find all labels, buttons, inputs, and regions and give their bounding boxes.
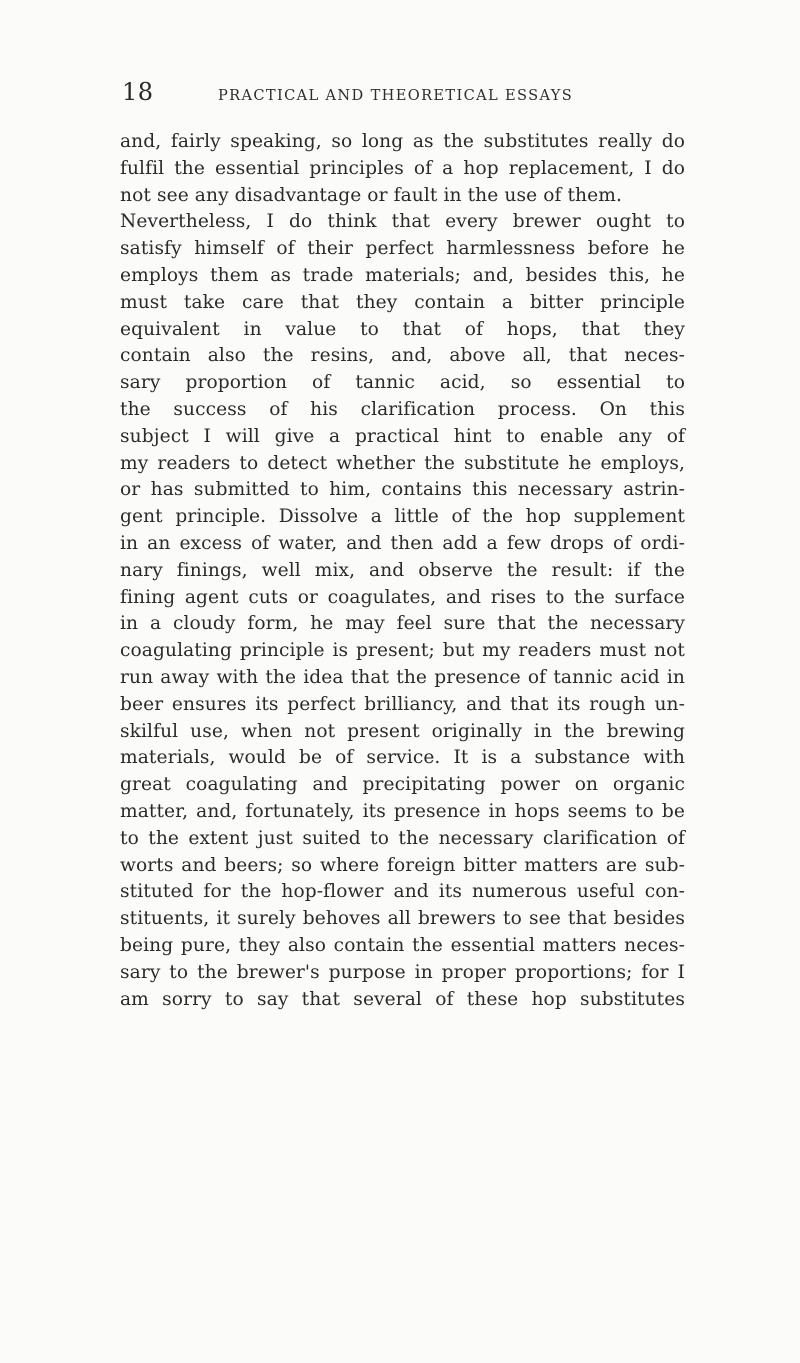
text-line: fining agent cuts or coagulates, and rises to the surface	[120, 586, 685, 608]
text-line: materials, would be of service. It is a substance with	[120, 747, 685, 769]
running-head	[0, 78, 800, 114]
body-text	[120, 129, 685, 1013]
text-line: not see any disadvantage or fault in the use of them.	[120, 184, 622, 206]
text-line: nary finings, well mix, and observe the result: if the	[120, 559, 685, 581]
text-line: great coagulating and precipitating power on organic	[120, 774, 685, 796]
text-line: worts and beers; so where foreign bitter matters are sub-	[120, 854, 685, 876]
text-line: am sorry to say that several of these hop substitutes	[120, 988, 685, 1010]
text-line: the success of his clarification process. On this	[120, 398, 685, 420]
text-line: sary proportion of tannic acid, so essential to	[120, 372, 685, 394]
text-line: in an excess of water, and then add a few drops of ordi-	[120, 532, 685, 554]
text-line: satisfy himself of their perfect harmlessness before he	[120, 238, 685, 260]
text-line: to the extent just suited to the necessary clarification of	[120, 827, 685, 849]
text-line: coagulating principle is present; but my readers must not	[120, 640, 685, 662]
text-line: gent principle. Dissolve a little of the hop supplement	[120, 506, 685, 528]
running-title: PRACTICAL AND THEORETICAL ESSAYS	[218, 87, 574, 104]
text-line: sary to the brewer's purpose in proper proportions; for I	[120, 961, 685, 983]
text-line: being pure, they also contain the essential matters neces-	[120, 934, 685, 956]
text-line: matter, and, fortunately, its presence in hops seems to be	[120, 800, 685, 822]
text-line: Nevertheless, I do think that every brewer ought to	[120, 211, 685, 233]
page-number: 18	[122, 78, 154, 106]
text-line: skilful use, when not present originally in the brewing	[120, 720, 685, 742]
text-line: and, fairly speaking, so long as the substitutes really do	[120, 131, 685, 152]
text-line: must take care that they contain a bitter principle	[120, 291, 685, 313]
text-line: employs them as trade materials; and, besides this, he	[120, 264, 685, 286]
text-line: run away with the idea that the presence of tannic acid in	[120, 666, 685, 688]
text-line: stituents, it surely behoves all brewers to see that besides	[120, 908, 685, 930]
text-line: contain also the resins, and, above all, that neces-	[120, 345, 685, 367]
text-line: fulfil the essential principles of a hop replacement, I do	[120, 157, 685, 179]
text-line: stituted for the hop-flower and its numerous useful con-	[120, 881, 685, 903]
text-line: in a cloudy form, he may feel sure that the necessary	[120, 613, 685, 635]
text-line: equivalent in value to that of hops, that they	[120, 318, 685, 340]
text-line: beer ensures its perfect brilliancy, and that its rough un-	[120, 693, 685, 715]
text-line: my readers to detect whether the substitute he employs,	[120, 452, 685, 474]
text-line: subject I will give a practical hint to enable any of	[120, 425, 685, 447]
text-line: or has submitted to him, contains this necessary astrin-	[120, 479, 685, 501]
